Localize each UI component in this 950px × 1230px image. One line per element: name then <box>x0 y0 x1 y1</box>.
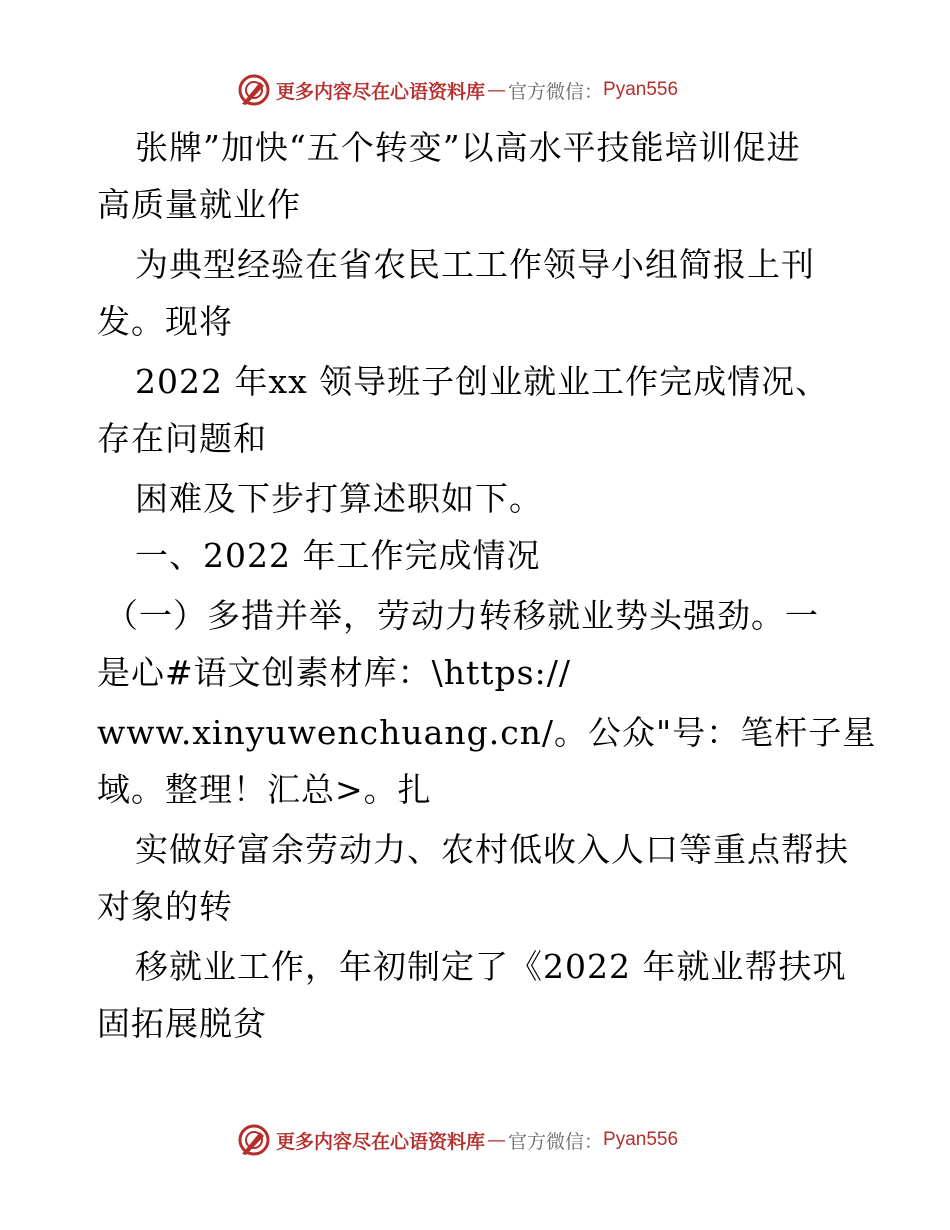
pen-circle-logo-icon <box>236 1122 272 1158</box>
body-line-10: 是心#语文创素材库：\https:// <box>97 653 571 692</box>
header-wechat-id: Pyan556 <box>603 79 679 100</box>
body-line-6: 存在问题和 <box>97 419 267 458</box>
footer-banner[interactable] <box>236 1122 678 1158</box>
body-line-5: 2022 年xx 领导班子创业就业工作完成情况、 <box>135 362 830 401</box>
body-line-11: www.xinyuwenchuang.cn/。公众"号：笔杆子星 <box>97 713 877 752</box>
body-line-7: 困难及下步打算述职如下。 <box>135 479 543 518</box>
body-line-15: 移就业工作，年初制定了《2022 年就业帮扶巩 <box>135 947 847 986</box>
footer-site-text: 更多内容尽在心语资料库 <box>276 1130 486 1153</box>
footer-dash: — <box>487 1129 507 1151</box>
body-line-2: 高质量就业作 <box>97 185 301 224</box>
body-line-8: 一、2022 年工作完成情况 <box>135 536 541 575</box>
header-official-label: 官方微信： <box>508 80 604 103</box>
pen-circle-logo-icon <box>236 72 272 108</box>
body-line-12: 域。整理！汇总>。扎 <box>97 770 432 809</box>
body-line-14: 对象的转 <box>97 887 233 926</box>
header-dash: — <box>487 79 507 101</box>
body-line-1: 张牌”加快“五个转变”以高水平技能培训促进 <box>135 128 801 167</box>
footer-official-label: 官方微信： <box>508 1130 604 1153</box>
body-line-13: 实做好富余劳动力、农村低收入人口等重点帮扶 <box>135 830 849 869</box>
footer-wechat-id: Pyan556 <box>603 1129 679 1150</box>
body-line-16: 固拓展脱贫 <box>97 1004 267 1043</box>
body-line-9: （一）多措并举，劳动力转移就业势头强劲。一 <box>105 596 819 635</box>
header-banner[interactable] <box>236 72 678 108</box>
body-line-4: 发。现将 <box>97 302 233 341</box>
header-site-text: 更多内容尽在心语资料库 <box>276 80 486 103</box>
body-line-3: 为典型经验在省农民工工作领导小组简报上刊 <box>135 245 815 284</box>
